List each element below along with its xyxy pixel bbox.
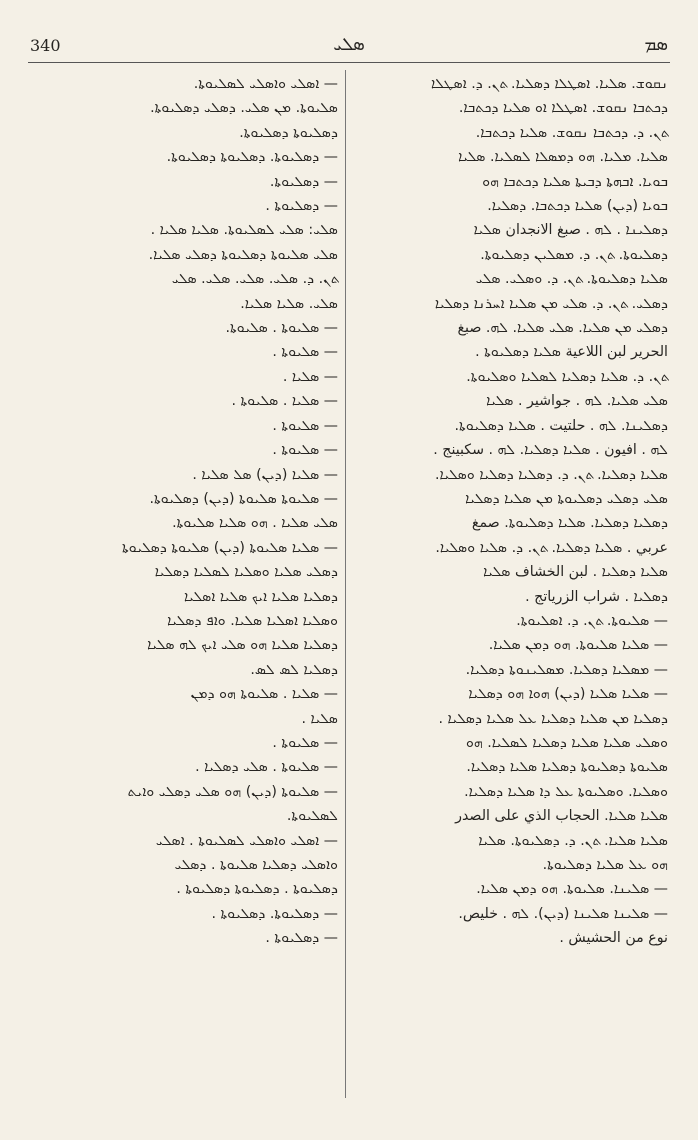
dictionary-line: ܘܣܠܝܐ. ܘܣܠܝܘܬܐ ܥܠ ܕܐ ܣܠܝܐ ܕܣܠܝܐ. bbox=[464, 783, 668, 800]
running-head-right: ܣܡ bbox=[644, 34, 668, 55]
dictionary-line: — ܐܣܠܝ ܘܐܣܠܝ ܠܣܠܝܘܬܐ. bbox=[193, 76, 338, 92]
dictionary-line: ܠܣܠܝܘܬܐ. bbox=[286, 808, 338, 825]
dictionary-line: — ܣܠܝܘܬܐ . bbox=[272, 734, 338, 751]
dictionary-line: ܕܣܠܝܐ ܡܢ ܣܠܝܐ ܕܣܠܝܐ ܥܠ ܣܠܝܐ ܕܣܠܝܐ . bbox=[438, 710, 668, 727]
dictionary-line: — ܣܠܝܢܐ ܣܠܝܢܐ (ܕܝܢ). ܠܗ . خليص. bbox=[458, 905, 668, 922]
dictionary-line: ܢܩܘܫ. ܣܠܝܐ. ܐܣܛܠܐ ܕܣܠܝܐ. ܬܢ. ܕ. ܐܣܛܠܐ bbox=[430, 76, 668, 92]
dictionary-line: ܣܠܝܐ ܣܠܝܐ. ܬܢ. ܕ. ܕܣܠܝܘܬܐ. ܣܠܝܐ bbox=[478, 832, 668, 849]
dictionary-line: ܕܣܠܝ. ܬܢ. ܕ. ܣܠܝ ܡܢ ܣܠܝܐ ܐܚܪܢܐ ܕܣܠܝܐ bbox=[434, 295, 668, 312]
dictionary-line: ܒܘܝܐ. ܐܒܗܬܐ ܕܒܝܬܐ ܣܠܝܐ ܕܟܬܒܐ ܗܘ bbox=[482, 173, 668, 190]
dictionary-line: ܕܣܠܝ ܡܢ ܣܠܝܐ. ܣܠܝ ܣܠܝܐ. ܠܗ. صبغ bbox=[457, 320, 668, 337]
dictionary-line: ܠܗ . افيون . ܣܠܝܐ ܕܣܠܝܐ. ܠܗ . سكبينج . bbox=[433, 442, 668, 459]
dictionary-line: — ܕܣܠܝܘܬܐ. ܕܣܠܝܘܬܐ ܕܣܠܝܘܬܐ. bbox=[166, 149, 338, 166]
dictionary-line: — ܐܣܠܝ ܘܐܣܠܝ ܠܣܠܝܘܬܐ . ܐܣܠܝ bbox=[155, 832, 338, 849]
left-column bbox=[30, 72, 338, 951]
dictionary-line: ܣܠܝܐ ܕܣܠܝܘܬܐ. ܬܢ. ܕ. ܘܣܠܝ. ܣܠܝ bbox=[475, 271, 668, 288]
dictionary-line: — ܕܣܠܝܘܬܐ . bbox=[265, 930, 338, 947]
dictionary-line: — ܣܠܝܐ . bbox=[282, 368, 338, 385]
header-rule bbox=[28, 62, 670, 63]
dictionary-line: نوع من الحشيش . bbox=[559, 930, 668, 947]
dictionary-line: ܣܠܝܐ ܕܣܠܝܐ . لبن الخشاف ܣܠܝܐ bbox=[483, 564, 668, 581]
dictionary-line: — ܣܠܝܘܬܐ . bbox=[272, 344, 338, 361]
dictionary-line: — ܕܣܠܝܘܬܐ . bbox=[265, 198, 338, 215]
dictionary-line: ܕܣܠܝܘܬܐ ܕܣܠܝܘܬܐ. bbox=[239, 124, 338, 141]
dictionary-line: ܘܐܣܠܝ ܕܣܠܝܐ ܣܠܝܘܬܐ . ܕܣܠܝ bbox=[174, 857, 338, 873]
dictionary-line: ܣܠܝ ܕܣܠܝ ܕܣܠܝܘܬܐ ܡܢ ܣܠܝܐ ܕܣܠܝܐ bbox=[465, 490, 668, 507]
dictionary-line: ܣܠܝ: ܣܠܝ ܠܣܠܝܘܬܐ. ܣܠܝܐ ܣܠܝܐ . bbox=[150, 222, 338, 239]
dictionary-line: — ܣܠܝܐ ܣܠܝܘܬܐ. ܗܘ ܕܡܢ ܣܠܝܐ. bbox=[488, 637, 668, 654]
dictionary-line: — ܣܠܝܐ (ܕܝܢ) ܣܠ ܣܠܝܐ . bbox=[192, 466, 338, 483]
dictionary-line: ܣܠܝܐ ܕܣܠܝܐ. ܬܢ. ܕ. ܕܣܠܝܐ ܕܣܠܝܐ ܘܣܠܝܐ. bbox=[434, 466, 668, 483]
dictionary-line: ܕܣܠܝܐ ܣܠܝܐ ܗܘ ܣܠܝ ܐܝܟ ܠܗ ܣܠܝܐ bbox=[147, 637, 338, 654]
dictionary-line: — ܡܣܠܝܐ ܕܣܠܝܐ. ܡܣܠܝܢܘܬܐ ܕܣܠܝܐ. bbox=[465, 661, 668, 678]
dictionary-line: ܕܣܠܝܘܬܐ . ܕܣܠܝܘܬܐ ܕܣܠܝܘܬܐ . bbox=[176, 881, 338, 898]
running-head: ܣܠܝ bbox=[333, 34, 365, 55]
dictionary-line: — ܣܠܝܐ . ܣܠܝܘܬܐ . bbox=[231, 393, 338, 410]
page-number: 340 bbox=[30, 36, 61, 55]
dictionary-line: ܕܣܠܝ ܣܠܝܐ ܘܣܠܝܐ ܠܣܠܝܐ ܕܣܠܝܐ bbox=[154, 564, 338, 581]
dictionary-line: ܒܘܝܐ (ܕܝܢ) ܣܠܝܐ ܕܟܬܒܐ. ܕܣܠܝܐ. bbox=[487, 198, 668, 215]
dictionary-line: — ܣܠܝܘܬܐ (ܕܝܢ) ܗܘ ܣܠܝ ܕܣܠܝ ܘܐܝܬ bbox=[127, 783, 338, 800]
dictionary-line: ܬܢ. ܕ. ܕܟܬܒܐ ܢܩܘܫ. ܣܠܝܐ ܕܟܬܒܐ. bbox=[475, 124, 668, 141]
dictionary-line: ܕܣܠܝܢܐ. ܠܗ . حلتيت . ܣܠܝܐ ܕܣܠܝܘܬܐ. bbox=[454, 417, 668, 434]
dictionary-line: ܕܟܬܒܐ ܢܩܘܫ. ܐܣܛܠܐ ܐܘ ܣܠܝܐ ܕܟܬܒܐ. bbox=[458, 100, 668, 117]
dictionary-line: — ܣܠܝܘܬܐ . ܣܠܝ ܕܣܠܝܐ . bbox=[195, 759, 338, 776]
dictionary-line: — ܕܣܠܝܘܬܐ. ܕܣܠܝܘܬܐ . bbox=[211, 905, 338, 922]
page-header bbox=[30, 36, 668, 62]
dictionary-line: ܕܣܠܝܐ . شراب الزرياتج . bbox=[525, 588, 668, 605]
dictionary-line: — ܣܠܝܐ ܣܠܝܘܬܐ (ܕܝܢ) ܣܠܝܘܬܐ ܕܣܠܝܘܬܐ bbox=[122, 539, 338, 556]
dictionary-line: ܣܠܝ ܣܠܝܘܬܐ ܕܣܠܝܘܬܐ ܕܣܠܝ ܣܠܝܐ. bbox=[148, 246, 338, 263]
dictionary-line: — ܕܣܠܝܘܬܐ. bbox=[269, 173, 338, 190]
dictionary-line: ܗܘ ܥܠ ܣܠܝܐ ܕܣܠܝܘܬܐ. bbox=[542, 857, 668, 873]
dictionary-line: ܘܣܠܝ ܣܠܝܐ ܣܠܝܐ ܕܣܠܝܐ ܠܣܠܝܐ. ܗܘ bbox=[465, 734, 668, 751]
dictionary-line: ܣܠܝ ܣܠܝܐ. ܠܗ . جواشير . ܣܠܝܐ bbox=[486, 393, 668, 410]
dictionary-line: — ܣܠܝܘܬܐ ܣܠܝܘܬܐ (ܕܝܢ) ܕܣܠܝܘܬܐ. bbox=[149, 490, 338, 507]
dictionary-line: عربي . ܣܠܝܐ ܕܣܠܝܐ. ܬܢ. ܕ. ܣܠܝܐ ܘܣܠܝܐ. bbox=[435, 539, 668, 556]
dictionary-line: ܕܣܠܝܐ ܠܣ ܠܣ. bbox=[250, 661, 338, 678]
dictionary-line: — ܣܠܝܢܐ. ܣܠܝܘܬܐ. ܗܘ ܕܡܢ ܣܠܝܐ. bbox=[476, 881, 668, 898]
dictionary-line: ܣܠܝܐ. ܡܠܝܐ. ܗܘ ܕܡܣܠܐ ܠܣܠܝܐ. ܣܠܝܐ bbox=[458, 149, 668, 166]
right-column bbox=[352, 72, 668, 951]
dictionary-line: ܬܢ. ܕ. ܣܠܝ. ܣܠܝ. ܣܠܝ. ܣܠܝ bbox=[171, 271, 338, 288]
column-divider bbox=[345, 70, 346, 1098]
dictionary-line: ܬܢ. ܕ. ܣܠܝܐ ܕܣܠܝܐ ܠܣܠܝܐ ܘܣܠܝܘܬܐ. bbox=[466, 368, 668, 385]
dictionary-line: ܣܠܝܐ ܣܠܝܐ. الحجاب الذي على الصدر bbox=[455, 808, 668, 825]
dictionary-line: الحرير لبن اللاعية ܣܠܝܐ ܕܣܠܝܘܬܐ . bbox=[475, 344, 668, 361]
dictionary-line: ܘܣܠܝܐ ܐܣܠܝܐ ܣܠܝܐ. ܘܐܦ ܕܣܠܝܐ bbox=[167, 612, 338, 629]
dictionary-line: ܣܠܝܐ . bbox=[301, 710, 338, 727]
dictionary-line: — ܣܠܝܐ ܣܠܝܐ (ܕܝܢ) ܗܘܐ ܗܘ ܕܣܠܝܐ bbox=[468, 686, 668, 703]
dictionary-line: — ܣܠܝܘܬܐ . bbox=[272, 442, 338, 459]
dictionary-line: — ܣܠܝܘܬܐ. ܬܢ. ܕ. ܐܣܠܝܘܬܐ. bbox=[516, 612, 668, 629]
dictionary-line: ܕܣܠܝܢܐ . ܠܗ . صبغ الانجدان ܣܠܝܐ bbox=[473, 222, 668, 239]
dictionary-line: ܕܣܠܝܐ ܕܣܠܝܐ. ܣܠܝܐ ܕܣܠܝܘܬܐ. صمغ bbox=[471, 515, 668, 532]
dictionary-line: ܣܠܝ. ܣܠܝܐ ܣܠܝܐ. bbox=[240, 295, 338, 312]
dictionary-line: — ܣܠܝܘܬܐ . ܣܠܝܘܬܐ. bbox=[225, 320, 338, 337]
dictionary-line: ܕܣܠܝܘܬܐ. ܬܢ. ܕ. ܡܣܠܝܢ ܕܣܠܝܘܬܐ. bbox=[480, 246, 668, 263]
dictionary-line: — ܣܠܝܐ . ܣܠܝܘܬܐ ܗܘ ܕܡܢ bbox=[190, 686, 338, 703]
dictionary-line: — ܣܠܝܘܬܐ . bbox=[272, 417, 338, 434]
dictionary-line: ܣܠܝ ܣܠܝܐ . ܗܘ ܣܠܝܐ ܣܠܝܘܬܐ. bbox=[172, 515, 338, 532]
dictionary-line: ܣܠܝܘܬܐ ܕܣܠܝܘܬܐ ܕܣܠܝܐ ܣܠܝܐ ܕܣܠܝܐ. bbox=[466, 759, 668, 776]
dictionary-line: ܣܠܝܘܬܐ. ܡܢ ܣܠܝ. ܕܣܠܝ ܕܣܠܝܘܬܐ. bbox=[150, 100, 338, 117]
dictionary-line: ܕܣܠܝܐ ܣܠܝܐ ܐܝܟ ܣܠܝܐ ܐܣܠܝܐ bbox=[183, 588, 338, 605]
